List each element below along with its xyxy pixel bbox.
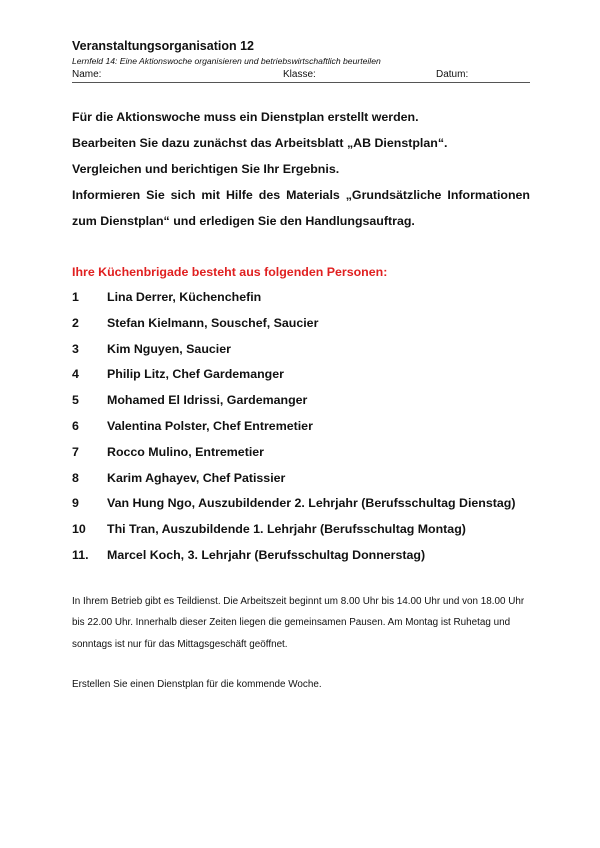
list-item [72,311,530,337]
task-line: Vergleichen und berichtigen Sie Ihr Ergebnis. [72,162,340,176]
list-item [72,285,530,311]
list-item-number: 11. [72,547,89,562]
list-item [72,362,530,388]
list-item-text: Rocco Mulino, Entremetier [107,444,264,459]
list-item-number: 4 [72,367,79,382]
list-item-number: 7 [72,444,79,459]
list-item-number: 3 [72,341,79,356]
task-line: Für die Aktionswoche muss ein Dienstplan erstellt werden. [72,110,419,124]
list-item [72,466,530,492]
list-item-number: 6 [72,418,79,433]
task-line: Bearbeiten Sie dazu zunächst das Arbeitsblatt „AB Dienstplan“. [72,136,448,150]
list-item [72,440,530,466]
list-item-text: Van Hung Ngo, Auszubildender 2. Lehrjahr (Berufsschultag Dienstag) [107,496,516,511]
worksheet-page [72,38,530,693]
list-item-text: Thi Tran, Auszubildende 1. Lehrjahr (Berufsschultag Montag) [107,522,466,537]
list-item-text: Lina Derrer, Küchenchefin [107,290,262,304]
list-item-number: 8 [72,470,79,485]
list-item-number: 2 [72,315,79,330]
list-item-number: 5 [72,393,79,408]
assignment-instruction: Erstellen Sie einen Dienstplan für die kommende Woche. [72,678,322,690]
header-fields-row [72,68,530,83]
list-item-text: Philip Litz, Chef Gardemanger [107,367,284,382]
document-title: Veranstaltungsorganisation 12 [72,39,254,53]
list-item-text: Valentina Polster, Chef Entremetier [107,418,313,433]
list-item-text: Marcel Koch, 3. Lehrjahr (Berufsschultag Donnerstag) [107,547,426,562]
list-item-text: Karim Aghayev, Chef Patissier [107,470,286,485]
name-field-label: Name: [72,69,102,80]
task-instructions [72,104,530,234]
list-item-number: 10 [72,522,86,537]
list-item-number: 9 [72,496,79,511]
task-line: Informieren Sie sich mit Hilfe des Materials „Grundsätzliche Informationen zum Dienstplan“ und erledigen Sie den Handlungsauftrag. [72,188,530,228]
list-item [72,388,530,414]
date-field-label: Datum: [436,69,469,80]
class-field-label: Klasse: [283,69,316,80]
list-item-number: 1 [72,290,79,304]
info-paragraph: In Ihrem Betrieb gibt es Teildienst. Die Arbeitszeit beginnt um 8.00 Uhr bis 14.00 Uhr und von 18.00 Uhr bis 22.00 Uhr. Innerhalb dieser Zeiten liegen die gemeinsamen Pausen. Am Montag ist Ruhetag und sonntags ist nur für das Mittagsgeschäft geöffnet. [72,595,525,650]
working-hours-info [72,591,530,656]
list-item [72,517,530,543]
list-item [72,491,530,517]
brigade-list [72,285,530,569]
list-item [72,414,530,440]
list-item-text: Kim Nguyen, Saucier [107,341,231,356]
document-subtitle: Lernfeld 14: Eine Aktionswoche organisieren und betriebswirtschaftlich beurteilen [72,56,381,66]
list-item-text: Stefan Kielmann, Souschef, Saucier [107,315,319,330]
brigade-heading: Ihre Küchenbrigade besteht aus folgenden Personen: [72,265,388,279]
list-item-text: Mohamed El Idrissi, Gardemanger [107,393,308,408]
list-item [72,337,530,363]
list-item [72,543,530,569]
